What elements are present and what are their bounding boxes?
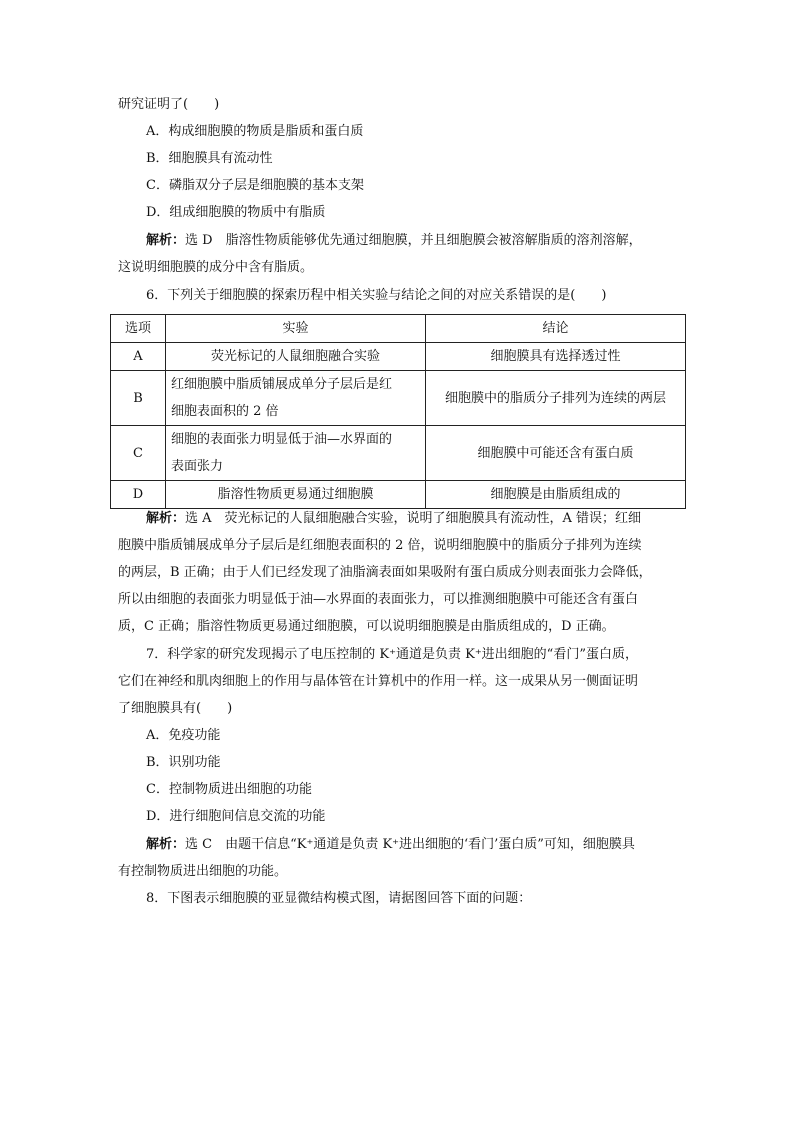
- experiment-line: 红细胞膜中脂质铺展成单分子层后是红: [171, 377, 393, 392]
- q6-answer-line: 胞膜中脂质铺展成单分子层后是红细胞表面积的 2 倍，说明细胞膜中的脂质分子排列为连续: [118, 538, 642, 553]
- q7-stem-line: 它们在神经和肌肉细胞上的作用与晶体管在计算机中的作用一样。这一成果从另一侧面证明: [118, 674, 639, 689]
- table-cell-option: C: [111, 426, 166, 481]
- q5-option-d: D．组成细胞膜的物质中有脂质: [146, 205, 326, 220]
- table-cell-conclusion: 细胞膜是由脂质组成的: [426, 481, 686, 509]
- q7-option-a: A．免疫功能: [146, 728, 221, 743]
- table-header-cell: 实验: [166, 315, 426, 343]
- table-row: [111, 343, 686, 371]
- q7-stem-line: 7．科学家的研究发现揭示了电压控制的 K⁺通道是负责 K⁺进出细胞的“看门”蛋白质，: [146, 647, 638, 662]
- q5-answer-cont: 这说明细胞膜的成分中含有脂质。: [118, 260, 314, 275]
- answer-text: 选 D 脂溶性物质能够优先通过细胞膜，并且细胞膜会被溶解脂质的溶剂溶解，: [185, 233, 642, 248]
- q7-option-b: B．识别功能: [146, 755, 221, 770]
- q7-answer-line: 有控制物质进出细胞的功能。: [118, 864, 288, 879]
- q6-answer-line: 的两层，B 正确；由于人们已经发现了油脂滴表面如果吸附有蛋白质成分则表面张力会降低，: [118, 565, 652, 580]
- q8-stem: 8．下图表示细胞膜的亚显微结构模式图，请据图回答下面的问题：: [146, 891, 532, 906]
- q5-option-c: C．磷脂双分子层是细胞膜的基本支架: [146, 178, 364, 193]
- q5-option-a: A．构成细胞膜的物质是脂质和蛋白质: [146, 124, 364, 139]
- table-cell-option: D: [111, 481, 166, 509]
- table-cell-experiment: [166, 426, 426, 481]
- answer-text: 选 A 荧光标记的人鼠细胞融合实验，说明了细胞膜具有流动性，A 错误；红细: [185, 511, 642, 526]
- q5-answer: [146, 232, 642, 250]
- q6-answer: [146, 510, 641, 528]
- q5-option-b: B．细胞膜具有流动性: [146, 151, 273, 166]
- table-cell-conclusion: 细胞膜具有选择透过性: [426, 343, 686, 371]
- q6-answer-line: 所以由细胞的表面张力明显低于油—水界面的表面张力，可以推测细胞膜中可能还含有蛋白: [118, 592, 639, 607]
- table-cell-option: A: [111, 343, 166, 371]
- table-cell-experiment: 脂溶性物质更易通过细胞膜: [166, 481, 426, 509]
- table-row: [111, 371, 686, 426]
- table-cell-experiment: 荧光标记的人鼠细胞融合实验: [166, 343, 426, 371]
- q6-stem: 6．下列关于细胞膜的探索历程中相关实验与结论之间的对应关系错误的是( ): [146, 288, 607, 303]
- table-header-cell: 结论: [426, 315, 686, 343]
- q7-option-d: D．进行细胞间信息交流的功能: [146, 809, 326, 824]
- answer-label: 解析：: [146, 511, 186, 526]
- table-cell-experiment: [166, 371, 426, 426]
- table-header-row: [111, 315, 686, 343]
- answer-label: 解析：: [146, 837, 186, 852]
- table-cell-conclusion: 细胞膜中可能还含有蛋白质: [426, 426, 686, 481]
- q7-answer: [146, 836, 635, 854]
- q5-stem-tail: 研究证明了( ): [118, 97, 220, 112]
- table-row: [111, 426, 686, 481]
- q7-stem-line: 了细胞膜具有( ): [118, 701, 233, 716]
- q6-answer-line: 质，C 正确；脂溶性物质更易通过细胞膜，可以说明细胞膜是由脂质组成的，D 正确。: [118, 619, 615, 634]
- table-cell-option: B: [111, 371, 166, 426]
- table-header-cell: 选项: [111, 315, 166, 343]
- table-cell-conclusion: 细胞膜中的脂质分子排列为连续的两层: [426, 371, 686, 426]
- experiment-line: 表面张力: [171, 459, 224, 474]
- q6-table: [110, 314, 686, 509]
- answer-label: 解析：: [146, 233, 186, 248]
- table-row: [111, 481, 686, 509]
- q7-option-c: C．控制物质进出细胞的功能: [146, 782, 312, 797]
- experiment-line: 细胞的表面张力明显低于油—水界面的: [171, 432, 393, 447]
- answer-text: 选 C 由题干信息“K⁺通道是负责 K⁺进出细胞的‘看门’蛋白质”可知，细胞膜具: [185, 837, 635, 852]
- experiment-line: 细胞表面积的 2 倍: [171, 404, 279, 419]
